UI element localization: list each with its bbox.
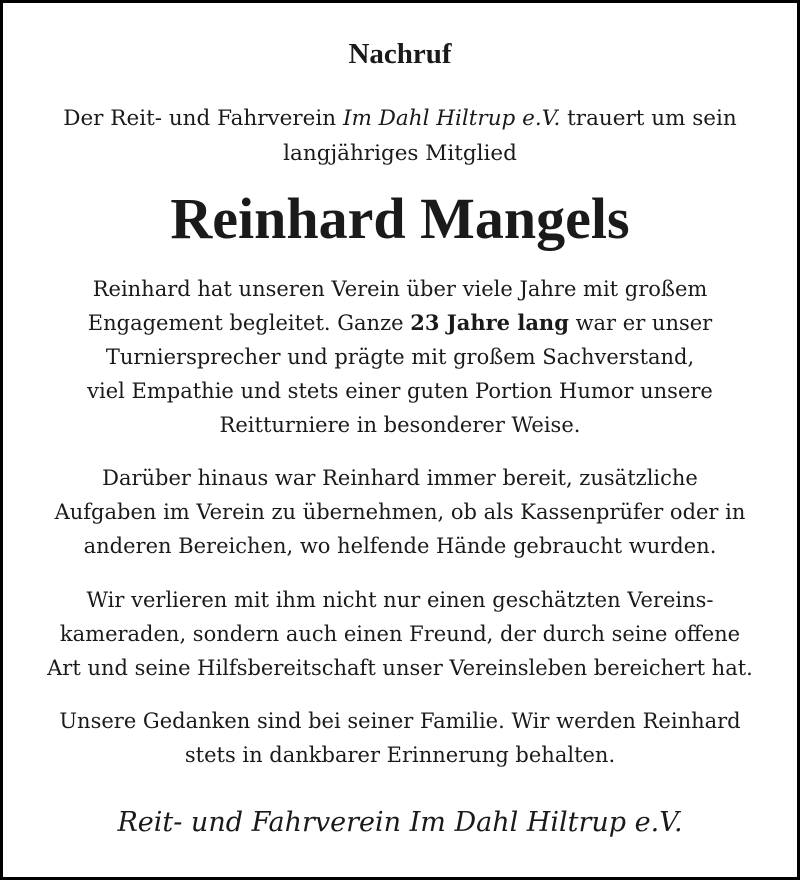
notice-heading: Nachruf <box>348 38 452 70</box>
club-name: Im Dahl Hiltrup e.V. <box>342 106 561 131</box>
text-segment: war er unser <box>568 311 713 335</box>
paragraph-loss <box>3 583 797 685</box>
paragraph-condolence <box>3 704 797 772</box>
paragraph-additional-roles <box>3 461 797 563</box>
paragraph-line: Aufgaben im Verein zu übernehmen, ob als Kassenprüfer oder in <box>54 500 746 524</box>
text-segment: Engagement begleitet. Ganze <box>87 311 411 335</box>
paragraph-line: Turniersprecher und prägte mit großem Sachverstand, <box>105 345 695 369</box>
intro-line-2: langjähriges Mitglied <box>283 141 517 166</box>
years-highlight: 23 Jahre lang <box>410 310 569 335</box>
paragraph-line: Reinhard hat unseren Verein über viele Jahre mit großem <box>92 277 708 301</box>
intro-prefix: Der Reit- und Fahrverein <box>63 106 343 131</box>
paragraph-line: Art und seine Hilfsbereitschaft unser Vereinsleben bereichert hat. <box>47 656 753 680</box>
intro-suffix: trauert um sein <box>560 106 737 131</box>
intro-text <box>3 101 797 171</box>
paragraph-line: Reitturniere in besonderer Weise. <box>219 413 581 437</box>
paragraph-line: stets in dankbarer Erinnerung behalten. <box>184 743 616 767</box>
paragraph-line: anderen Bereichen, wo helfende Hände gebraucht wurden. <box>83 534 717 558</box>
paragraph-line: viel Empathie und stets einer guten Portion Humor unsere <box>87 379 713 403</box>
paragraph-line <box>3 306 797 340</box>
paragraph-line: Darüber hinaus war Reinhard immer bereit, zusätzliche <box>102 466 698 490</box>
paragraph-line: Unsere Gedanken sind bei seiner Familie. Wir werden Reinhard <box>59 709 741 733</box>
paragraph-line: Wir verlieren mit ihm nicht nur einen geschätzten Vereins- <box>86 588 714 612</box>
paragraph-tribute <box>3 272 797 442</box>
intro-line-1 <box>3 101 797 136</box>
paragraph-line: kameraden, sondern auch einen Freund, der durch seine offene <box>59 622 741 646</box>
club-signature: Reit- und Fahrverein Im Dahl Hiltrup e.V. <box>117 807 683 838</box>
deceased-name: Reinhard Mangels <box>170 186 630 251</box>
